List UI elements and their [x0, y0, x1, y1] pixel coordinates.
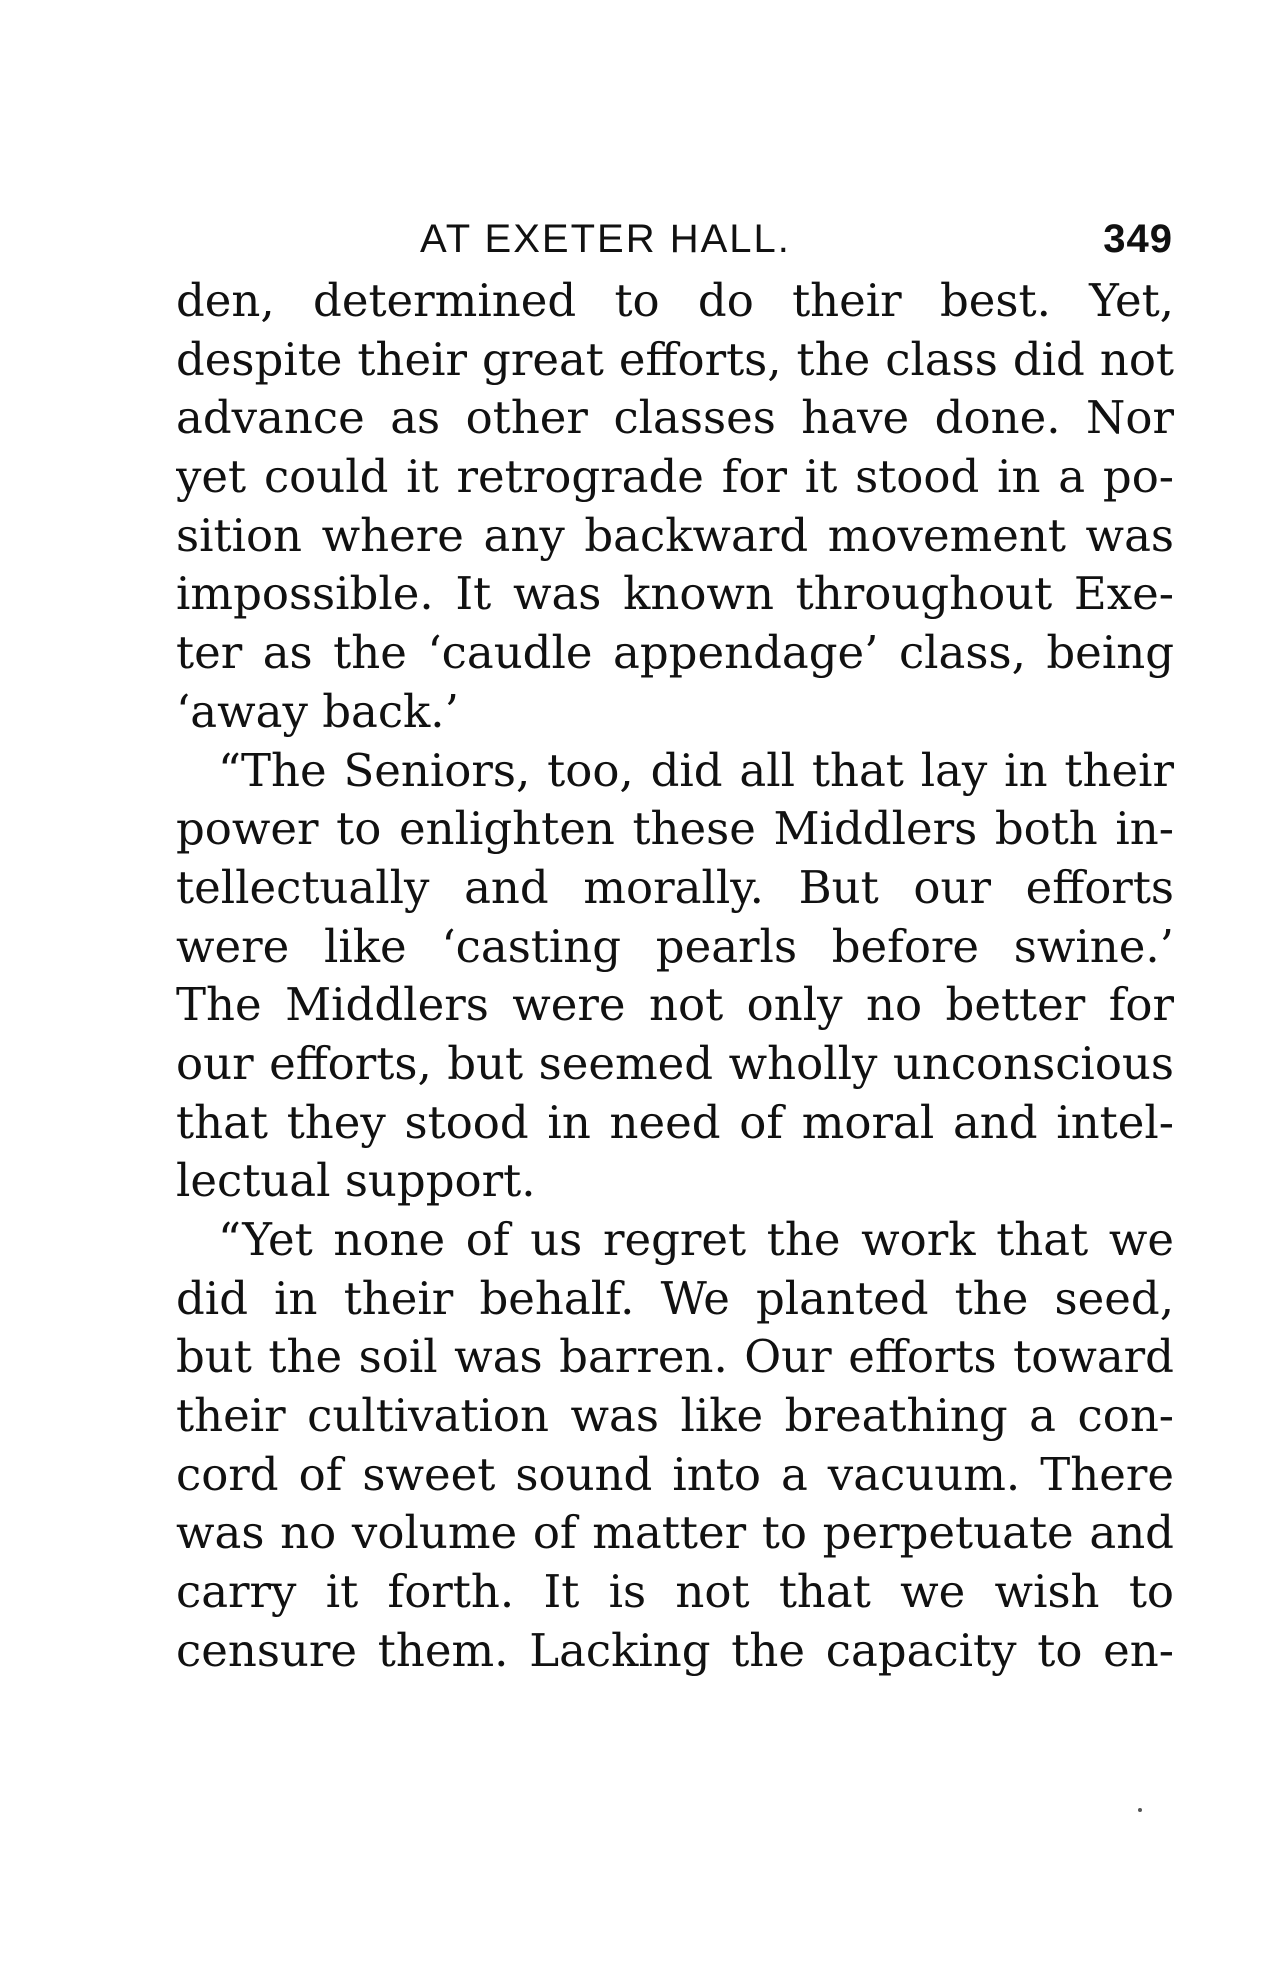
text-line: advance as other classes have done. Nor: [176, 391, 1174, 445]
text-line: carry it forth. It is not that we wish to: [176, 1565, 1174, 1619]
body-text: [176, 272, 1174, 1681]
text-line: that they stood in need of moral and intel-: [176, 1095, 1174, 1149]
text-line: ‘away back.’: [176, 684, 459, 738]
text-line: lectual support.: [176, 1154, 536, 1208]
text-line: impossible. It was known throughout Exe-: [176, 567, 1174, 621]
text-line: “The Seniors, too, did all that lay in their: [218, 743, 1174, 797]
text-line: yet could it retrograde for it stood in a po-: [176, 450, 1174, 504]
text-line: cord of sweet sound into a vacuum. There: [176, 1447, 1174, 1501]
text-line: censure them. Lacking the capacity to en-: [176, 1623, 1174, 1677]
text-line: their cultivation was like breathing a con-: [176, 1389, 1174, 1443]
text-line: den, determined to do their best. Yet,: [176, 274, 1174, 327]
running-title: AT EXETER HALL.: [420, 217, 791, 261]
text-line: tellectually and morally. But our efforts: [176, 860, 1174, 914]
page-number: 349: [1103, 217, 1173, 261]
running-head: [420, 214, 1173, 264]
text-line: “Yet none of us regret the work that we: [218, 1213, 1174, 1266]
text-line: sition where any backward movement was: [176, 508, 1174, 562]
text-line: but the soil was barren. Our efforts toward: [176, 1330, 1174, 1384]
text-line: despite their great efforts, the class did not: [176, 332, 1174, 386]
text-line: was no volume of matter to perpetuate and: [176, 1506, 1174, 1560]
text-line: were like ‘casting pearls before swine.’: [176, 919, 1174, 973]
paper-speck: [1138, 1808, 1142, 1812]
text-line: The Middlers were not only no better for: [176, 978, 1174, 1032]
text-line: our efforts, but seemed wholly unconscious: [176, 1036, 1174, 1090]
text-line: did in their behalf. We planted the seed,: [176, 1271, 1174, 1325]
text-line: power to enlighten these Middlers both in-: [176, 802, 1174, 856]
text-line: ter as the ‘caudle appendage’ class, being: [176, 626, 1174, 680]
